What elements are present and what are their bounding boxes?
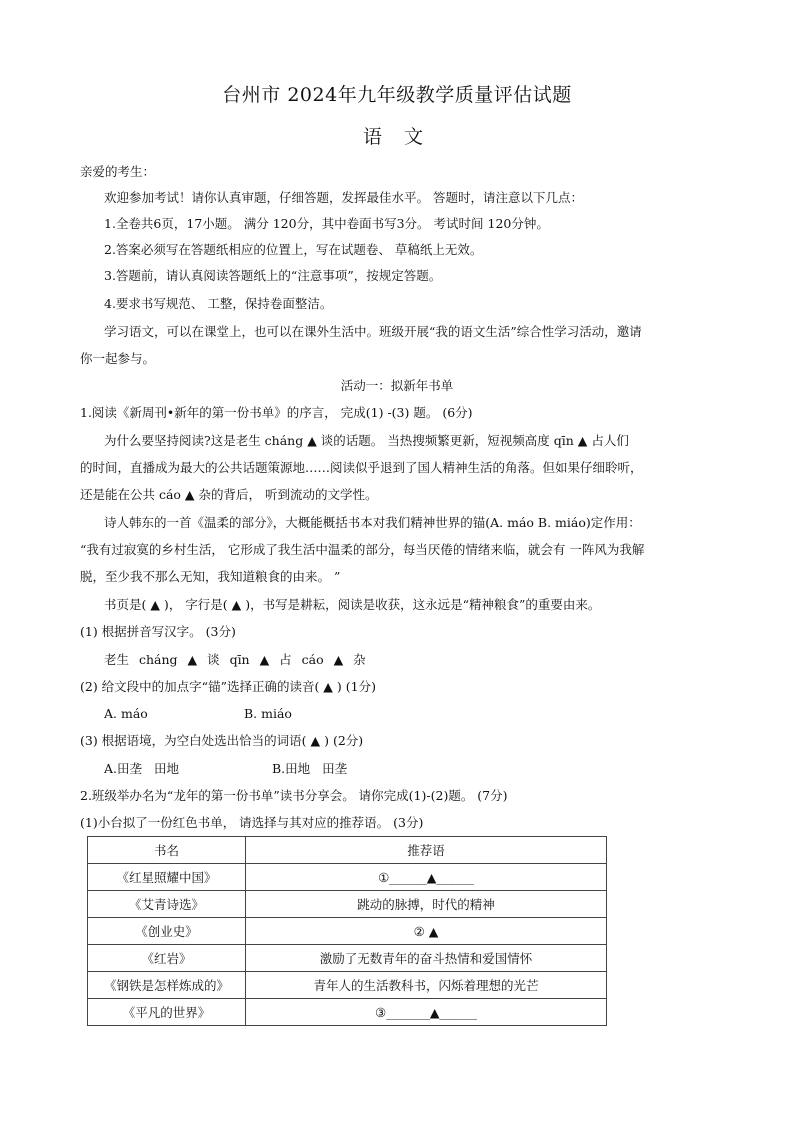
table-row bbox=[88, 972, 607, 999]
q1-sub1: (1) 根据拼音写汉字。 (3分) bbox=[80, 624, 236, 639]
recommendation-cell: ② ▲ bbox=[246, 918, 607, 945]
recommendation-cell: ③_______▲______ bbox=[246, 999, 607, 1026]
passage-1-line-3: 还是能在公共 cáo ▲ 杂的背后， 听到流动的文学性。 bbox=[80, 487, 378, 502]
book-title-cell: 《艾青诗选》 bbox=[88, 891, 246, 918]
activity-1-heading: 活动一：拟新年书单 bbox=[340, 378, 454, 393]
q1-sub3-option-a: A.田垄 田地 bbox=[104, 761, 179, 776]
table-row bbox=[88, 891, 607, 918]
header-book-title: 书名 bbox=[88, 837, 246, 864]
note-2: 2.答案必须写在答题纸相应的位置上，写在试题卷、 草稿纸上无效。 bbox=[104, 242, 483, 257]
note-4: 4.要求书写规范、 工整，保持卷面整洁。 bbox=[104, 296, 333, 311]
passage-2-line-2: “我有过寂寞的乡村生活， 它形成了我生活中温柔的部分，每当厌倦的情绪来临，就会有 一阵风为我解 bbox=[80, 542, 645, 557]
q1-sub1-answers: 老生 cháng ▲ 谈 qīn ▲ 占 cáo ▲ 杂 bbox=[104, 652, 366, 667]
welcome-line: 欢迎参加考试！请你认真审题，仔细答题，发挥最佳水平。 答题时，请注意以下几点： bbox=[104, 190, 583, 205]
header-recommendation: 推荐语 bbox=[246, 837, 607, 864]
book-title-cell: 《红星照耀中国》 bbox=[88, 864, 246, 891]
passage-2-line-1: 诗人韩东的一首《温柔的部分》，大概能概括书本对我们精神世界的锚(A. máo B. miáo)定作用： bbox=[104, 515, 641, 530]
table-row bbox=[88, 945, 607, 972]
q1-sub3-option-b: B.田地 田垄 bbox=[272, 761, 348, 776]
book-list-table bbox=[87, 836, 607, 1026]
recommendation-cell: 青年人的生活教科书，闪烁着理想的光芒 bbox=[246, 972, 607, 999]
book-title-cell: 《创业史》 bbox=[88, 918, 246, 945]
activity-intro-line-1: 学习语文，可以在课堂上，也可以在课外生活中。班级开展“我的语文生活”综合性学习活动，邀请 bbox=[104, 324, 642, 339]
passage-3-line-1: 书页是( ▲ )， 字行是( ▲ )，书写是耕耘，阅读是收获，这永远是“精神粮食”的重要由来。 bbox=[104, 597, 601, 612]
exam-title: 台州市 2024年九年级教学质量评估试题 bbox=[222, 84, 572, 106]
activity-intro-line-2: 你一起参与。 bbox=[80, 351, 156, 366]
book-title-cell: 《钢铁是怎样炼成的》 bbox=[88, 972, 246, 999]
table-row bbox=[88, 864, 607, 891]
passage-1-line-2: 的时间，直播成为最大的公共话题策源地……阅读似乎退到了国人精神生活的角落。但如果仔细聆听， bbox=[80, 460, 643, 475]
book-title-cell: 《平凡的世界》 bbox=[88, 999, 246, 1026]
q1-stem: 1.阅读《新周刊•新年的第一份书单》的序言， 完成(1) -(3) 题。 (6分) bbox=[80, 405, 473, 420]
greeting: 亲爱的考生： bbox=[80, 164, 156, 179]
table-row bbox=[88, 918, 607, 945]
note-3: 3.答题前，请认真阅读答题纸上的“注意事项”，按规定答题。 bbox=[104, 268, 442, 283]
passage-2-line-3: 脱，至少我不那么无知，我知道粮食的由来。 ” bbox=[80, 569, 341, 584]
q1-sub2-option-b: B. miáo bbox=[244, 706, 292, 721]
q1-sub2: (2) 给文段中的加点字“锚”选择正确的读音( ▲ ) (1分) bbox=[80, 679, 376, 694]
book-title-cell: 《红岩》 bbox=[88, 945, 246, 972]
passage-1-line-1: 为什么要坚持阅读?这是老生 cháng ▲ 谈的话题。 当热搜频繁更新，短视频高度 qīn ▲ 占人们 bbox=[104, 433, 629, 448]
q2-sub1: (1)小台拟了一份红色书单， 请选择与其对应的推荐语。 (3分) bbox=[80, 815, 424, 830]
table-row bbox=[88, 999, 607, 1026]
q1-sub2-option-a: A. máo bbox=[104, 706, 148, 721]
exam-subject: 语 文 bbox=[362, 126, 432, 148]
q1-sub3: (3) 根据语境，为空白处选出恰当的词语( ▲ ) (2分) bbox=[80, 733, 364, 748]
recommendation-cell: 激励了无数青年的奋斗热情和爱国情怀 bbox=[246, 945, 607, 972]
q2-stem: 2.班级举办名为“龙年的第一份书单”读书分享会。 请你完成(1)-(2)题。 (7分) bbox=[80, 788, 508, 803]
recommendation-cell: 跳动的脉搏，时代的精神 bbox=[246, 891, 607, 918]
recommendation-cell: ①______▲______ bbox=[246, 864, 607, 891]
table-header-row bbox=[88, 837, 607, 864]
note-1: 1.全卷共6页，17小题。 满分 120分，其中卷面书写3分。 考试时间 120分钟。 bbox=[104, 216, 549, 231]
